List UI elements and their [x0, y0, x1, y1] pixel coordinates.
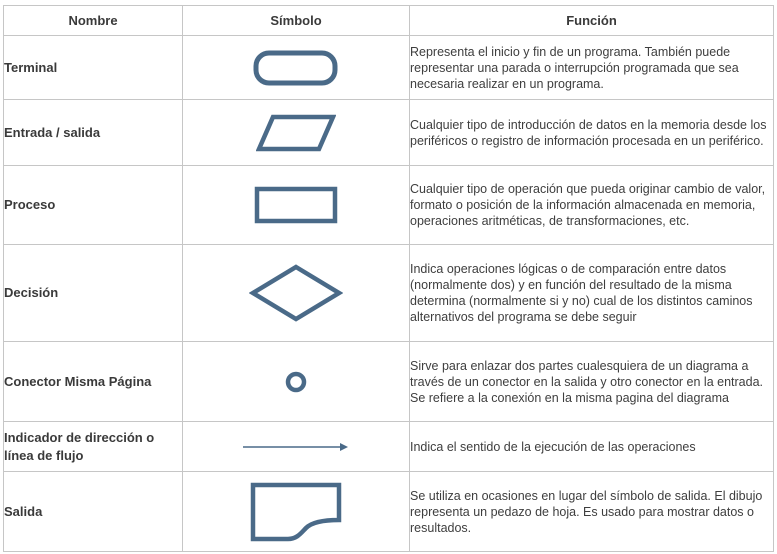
row-function: Indica operaciones lógicas o de comparación entre datos (normalmente dos) y en función del resultado de la misma determina (normalmente si y no) cual de los distintos caminos alternativos del programa se debe seguir [410, 245, 774, 342]
row-function: Se utiliza en ocasiones en lugar del símbolo de salida. El dibujo representa un pedazo de hoja. Es usado para mostrar datos o resultados. [410, 472, 774, 552]
table-row [4, 422, 774, 472]
row-symbol [183, 36, 410, 100]
row-function: Sirve para enlazar dos partes cualesquiera de un diagrama a través de un conector en la salida y otro conector en la entrada. Se refiere a la conexión en la misma pagina del diagrama [410, 342, 774, 422]
row-name: Entrada / salida [4, 100, 183, 166]
row-function: Representa el inicio y fin de un programa. También puede representar una parada o interrupción programada que sea necesaria realizar en un programa. [410, 36, 774, 100]
row-symbol [183, 342, 410, 422]
table-row [4, 342, 774, 422]
row-function: Cualquier tipo de operación que pueda originar cambio de valor, formato o posición de la información almacenada en memoria, operaciones aritméticas, de transformaciones, etc. [410, 166, 774, 245]
flowchart-symbols-table [3, 5, 774, 552]
connector-circle-icon [284, 370, 308, 394]
header-function: Función [410, 6, 774, 36]
row-name: Terminal [4, 36, 183, 100]
table-row [4, 36, 774, 100]
table-row [4, 245, 774, 342]
row-name: Proceso [4, 166, 183, 245]
header-name: Nombre [4, 6, 183, 36]
row-symbol [183, 472, 410, 552]
row-name: Conector Misma Página [4, 342, 183, 422]
row-symbol [183, 245, 410, 342]
row-function: Indica el sentido de la ejecución de las operaciones [410, 422, 774, 472]
row-symbol [183, 100, 410, 166]
table-row [4, 472, 774, 552]
row-name: Decisión [4, 245, 183, 342]
row-symbol [183, 422, 410, 472]
header-symbol: Símbolo [183, 6, 410, 36]
flow-line-arrow-icon [242, 441, 350, 453]
process-rectangle-icon [254, 186, 338, 224]
row-function: Cualquier tipo de introducción de datos en la memoria desde los periféricos o registro de información procesada en un periférico. [410, 100, 774, 166]
table-row [4, 100, 774, 166]
row-name: Salida [4, 472, 183, 552]
output-document-icon [250, 482, 342, 542]
table-header-row [4, 6, 774, 36]
decision-diamond-icon [249, 264, 343, 322]
row-symbol [183, 166, 410, 245]
input-output-parallelogram-icon [256, 114, 336, 152]
table-row [4, 166, 774, 245]
terminal-rounded-rectangle-icon [253, 50, 339, 86]
row-name: Indicador de dirección o línea de flujo [4, 422, 183, 472]
